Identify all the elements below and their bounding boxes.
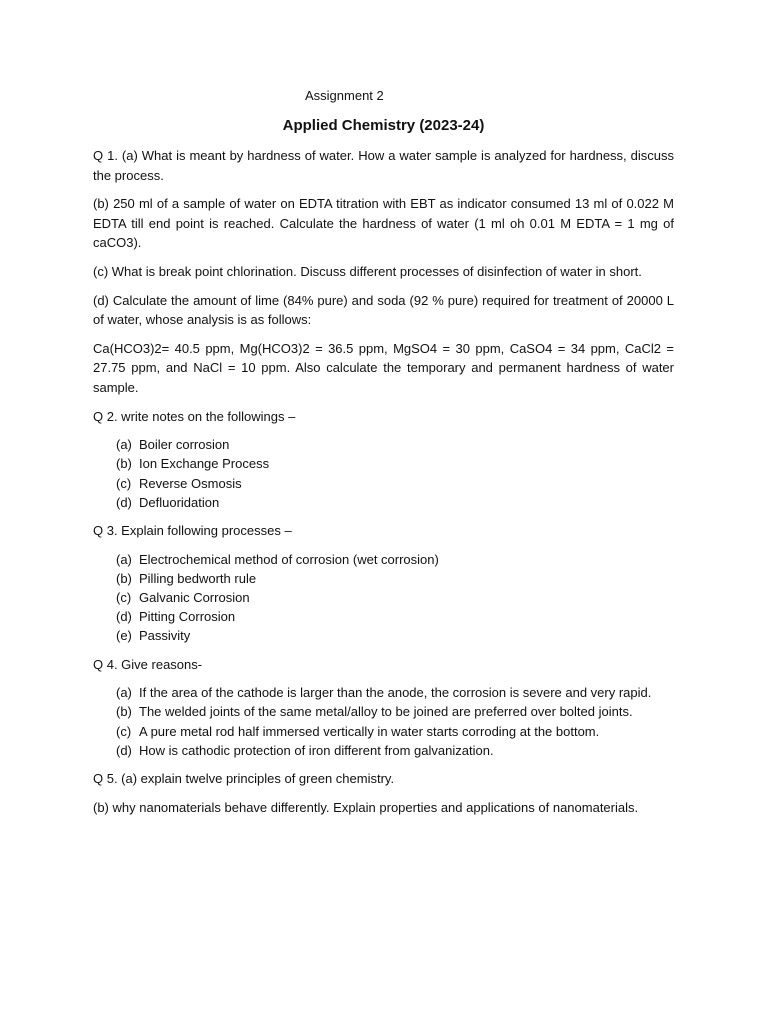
q2-list <box>93 435 674 512</box>
q4-list <box>93 683 674 760</box>
list-item-text: Electrochemical method of corrosion (wet corrosion) <box>139 551 439 567</box>
q1-part-b: (b) 250 ml of a sample of water on EDTA titration with EBT as indicator consumed 13 ml of 0.022 M EDTA till end point is reached. Calculate the hardness of water (1 ml oh 0.01 M EDTA = 1 mg of caCO3). <box>93 196 674 251</box>
list-item <box>93 493 674 512</box>
list-item-text: The welded joints of the same metal/alloy to be joined are preferred over bolted joints. <box>139 704 633 720</box>
q4-heading: Q 4. Give reasons- <box>93 656 203 672</box>
assignment-label: Assignment 2 <box>305 88 384 103</box>
list-item-label: (d) <box>116 494 132 510</box>
document-body <box>93 86 674 826</box>
list-item-text: How is cathodic protection of iron different from galvanization. <box>139 742 494 758</box>
list-item-label: (c) <box>116 723 132 739</box>
list-item-label: (a) <box>116 437 132 453</box>
q3-list <box>93 550 674 646</box>
list-item <box>93 626 674 645</box>
list-item <box>93 569 674 588</box>
list-item <box>93 435 674 454</box>
list-item <box>93 474 674 493</box>
list-item <box>93 550 674 569</box>
list-item-label: (d) <box>116 609 132 625</box>
list-item-text: If the area of the cathode is larger than the anode, the corrosion is severe and very rapid. <box>139 685 652 701</box>
list-item-text: Ion Exchange Process <box>139 456 270 472</box>
list-item <box>93 588 674 607</box>
document-title: Applied Chemistry (2023-24) <box>282 117 485 134</box>
list-item-text: Defluoridation <box>139 494 220 510</box>
q1-part-d-data: Ca(HCO3)2= 40.5 ppm, Mg(HCO3)2 = 36.5 ppm, MgSO4 = 30 ppm, CaSO4 = 34 ppm, CaCl2 = 27.75 ppm, and NaCl = 10 ppm. Also calculate the temporary and permanent hardness of water sample. <box>93 340 674 395</box>
list-item-label: (b) <box>116 570 132 586</box>
q5-part-a: Q 5. (a) explain twelve principles of green chemistry. <box>93 770 395 786</box>
list-item-label: (b) <box>116 456 132 472</box>
list-item-text: Pilling bedworth rule <box>139 570 257 586</box>
list-item-label: (c) <box>116 589 132 605</box>
q3-heading: Q 3. Explain following processes – <box>93 522 292 538</box>
list-item <box>93 683 674 702</box>
q1-part-c: (c) What is break point chlorination. Discuss different processes of disinfection of water in short. <box>93 263 642 279</box>
list-item-text: A pure metal rod half immersed vertically in water starts corroding at the bottom. <box>139 723 600 739</box>
list-item-label: (b) <box>116 704 132 720</box>
list-item-text: Galvanic Corrosion <box>139 589 250 605</box>
q2-heading: Q 2. write notes on the followings – <box>93 408 296 424</box>
list-item-label: (d) <box>116 742 132 758</box>
list-item-label: (a) <box>116 685 132 701</box>
list-item-label: (c) <box>116 475 132 491</box>
list-item-text: Passivity <box>139 628 191 644</box>
list-item-text: Reverse Osmosis <box>139 475 242 491</box>
q1-part-d: (d) Calculate the amount of lime (84% pure) and soda (92 % pure) required for treatment of 20000 L of water, whose analysis is as follows: <box>93 292 674 328</box>
list-item-label: (e) <box>116 628 132 644</box>
list-item <box>93 454 674 473</box>
list-item-text: Pitting Corrosion <box>139 609 236 625</box>
list-item <box>93 741 674 760</box>
list-item-label: (a) <box>116 551 132 567</box>
q1-part-a: Q 1. (a) What is meant by hardness of water. How a water sample is analyzed for hardness, discuss the process. <box>93 148 674 183</box>
list-item <box>93 722 674 741</box>
list-item-text: Boiler corrosion <box>139 437 230 453</box>
list-item <box>93 702 674 721</box>
q5-part-b: (b) why nanomaterials behave differently. Explain properties and applications of nanomaterials. <box>93 799 639 815</box>
list-item <box>93 607 674 626</box>
